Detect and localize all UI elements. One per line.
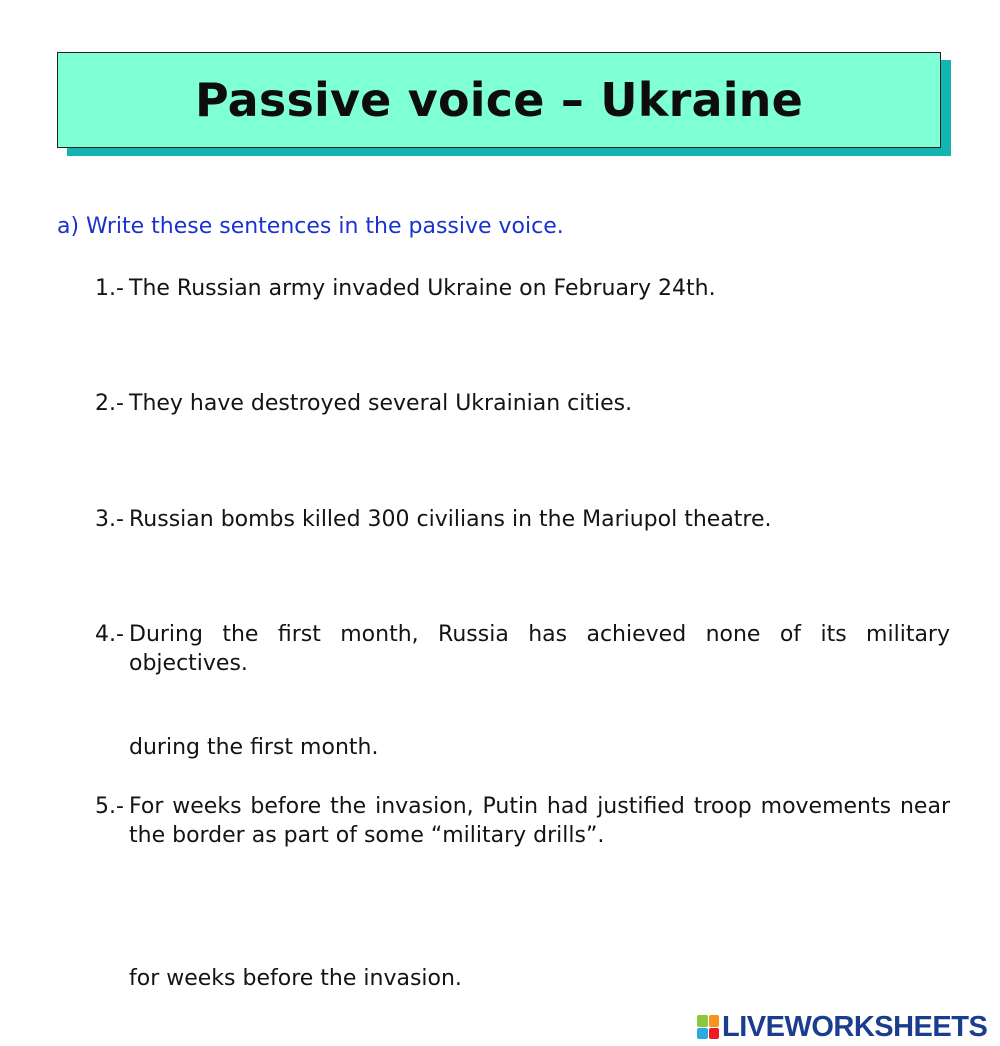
page-title: Passive voice – Ukraine: [194, 73, 804, 127]
item-text: For weeks before the invasion, Putin had justified troop movements near the border as part of some “military drills”.: [129, 794, 950, 848]
completion-text-5: for weeks before the invasion.: [129, 966, 462, 991]
item-text: The Russian army invaded Ukraine on February 24th.: [129, 276, 716, 301]
title-box: [57, 52, 941, 148]
item-text: During the first month, Russia has achieved none of its military objectives.: [129, 622, 950, 676]
sentence-item-1: [95, 274, 950, 303]
item-number: 1.-: [95, 276, 124, 301]
sentence-item-4: [95, 620, 950, 678]
logo-square-green: [697, 1015, 708, 1027]
logo-square-blue: [697, 1028, 708, 1040]
item-number: 4.-: [95, 622, 124, 647]
item-text: Russian bombs killed 300 civilians in the Mariupol theatre.: [129, 507, 772, 532]
logo-icon: [697, 1015, 719, 1039]
liveworksheets-logo: [697, 1010, 987, 1044]
item-number: 3.-: [95, 507, 124, 532]
logo-square-orange: [709, 1015, 720, 1027]
item-number: 2.-: [95, 391, 124, 416]
logo-square-red: [709, 1028, 720, 1040]
completion-text-4: during the first month.: [129, 735, 379, 760]
item-number: 5.-: [95, 794, 124, 819]
sentence-item-2: [95, 389, 950, 418]
sentence-item-5: [95, 792, 950, 850]
sentence-item-3: [95, 505, 950, 534]
logo-text: LIVEWORKSHEETS: [722, 1010, 988, 1043]
item-text: They have destroyed several Ukrainian cities.: [129, 391, 633, 416]
instruction-text: a) Write these sentences in the passive voice.: [57, 214, 564, 239]
